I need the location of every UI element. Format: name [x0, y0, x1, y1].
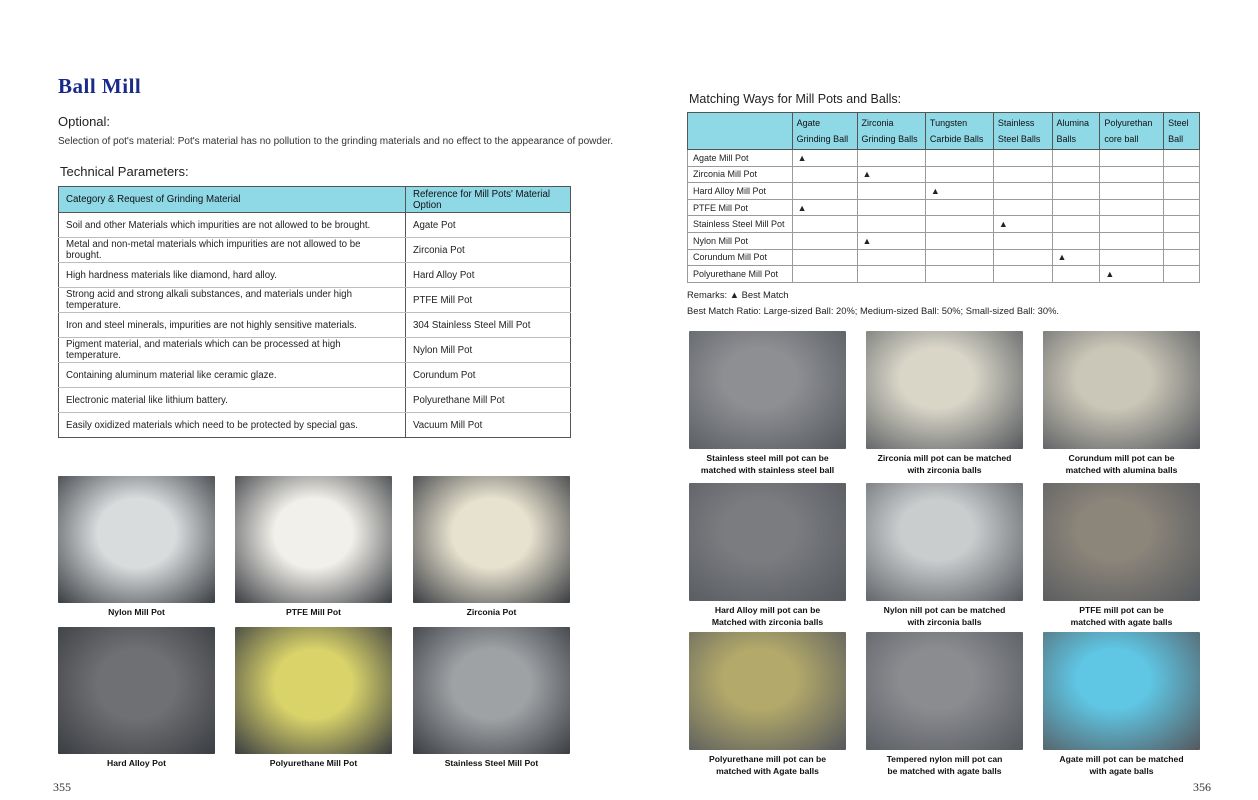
caption-line1: Zirconia mill pot can be matched: [877, 453, 1012, 463]
matching-cell: [925, 216, 993, 233]
matching-photo: [866, 632, 1023, 750]
column-header-line2: Grinding Balls: [861, 134, 918, 144]
column-header-line2: Carbide Balls: [929, 134, 984, 144]
reference-cell: Corundum Pot: [406, 363, 571, 388]
product-photo: [413, 476, 570, 603]
category-cell: Easily oxidized materials which need to be protected by special gas.: [59, 413, 406, 438]
matching-cell: [1052, 232, 1100, 249]
technical-parameters-heading: Technical Parameters:: [60, 164, 189, 179]
matching-header-row: [688, 113, 1200, 150]
matching-cell: [792, 249, 857, 266]
matching-cell: [1164, 183, 1200, 200]
matching-cell: [857, 183, 925, 200]
matching-cell: [792, 166, 857, 183]
matching-cell: [1052, 183, 1100, 200]
column-header-line2: Steel Balls: [997, 134, 1041, 144]
matching-cell: [792, 266, 857, 283]
matching-cell: [1100, 232, 1164, 249]
matching-cell: [1100, 166, 1164, 183]
matching-photo: [689, 331, 846, 449]
column-header-line1: Steel: [1168, 118, 1189, 128]
caption-line1: Agate mill pot can be matched: [1059, 754, 1184, 764]
pot-label-cell: Polyurethane Mill Pot: [688, 266, 793, 283]
reference-cell: Hard Alloy Pot: [406, 263, 571, 288]
caption-line1: Hard Alloy mill pot can be: [714, 605, 821, 615]
pot-label-cell: Zirconia Mill Pot: [688, 166, 793, 183]
category-cell: Containing aluminum material like ceramic glaze.: [59, 363, 406, 388]
matching-cell: [792, 232, 857, 249]
matching-photo-caption: [689, 605, 846, 628]
matching-cell: [993, 199, 1052, 216]
caption-line2: with zirconia balls: [907, 464, 982, 475]
table-header-row: [59, 187, 571, 213]
photo-caption: Hard Alloy Pot: [107, 758, 166, 768]
category-cell: Pigment material, and materials which can be processed at high temperature.: [59, 338, 406, 363]
matching-cell: [925, 199, 993, 216]
matching-cell: [1100, 183, 1164, 200]
reference-cell: Vacuum Mill Pot: [406, 413, 571, 438]
matching-cell: [857, 216, 925, 233]
matching-column-header: [1164, 113, 1200, 150]
column-header-line1: Polyurethan: [1104, 118, 1153, 128]
matching-row: [688, 183, 1200, 200]
matching-photo-caption: [866, 605, 1023, 628]
reference-cell: Polyurethane Mill Pot: [406, 388, 571, 413]
matching-cell: [925, 150, 993, 167]
matching-cell: [925, 232, 993, 249]
matching-row: [688, 216, 1200, 233]
best-match-marker: ▲: [857, 232, 925, 249]
matching-corner-cell: [688, 113, 793, 150]
photo-caption: Zirconia Pot: [466, 607, 517, 617]
table-row: [59, 413, 571, 438]
best-match-marker: ▲: [1052, 249, 1100, 266]
pot-label-cell: Stainless Steel Mill Pot: [688, 216, 793, 233]
best-match-marker: ▲: [1100, 266, 1164, 283]
table-row: [59, 238, 571, 263]
matching-cell: [1100, 199, 1164, 216]
category-cell: High hardness materials like diamond, hard alloy.: [59, 263, 406, 288]
matching-cell: [857, 150, 925, 167]
product-photo: [58, 476, 215, 603]
product-photo: [235, 627, 392, 754]
matching-cell: [1052, 199, 1100, 216]
best-match-ratio-text: Best Match Ratio: Large-sized Ball: 20%; Medium-sized Ball: 50%; Small-sized Ball: 30%.: [687, 305, 1060, 316]
matching-cell: [1052, 166, 1100, 183]
reference-cell: Nylon Mill Pot: [406, 338, 571, 363]
reference-cell: 304 Stainless Steel Mill Pot: [406, 313, 571, 338]
caption-line1: Corundum mill pot can be: [1068, 453, 1175, 463]
matching-heading: Matching Ways for Mill Pots and Balls:: [689, 92, 902, 106]
matching-photo-caption: [866, 754, 1023, 777]
column-header-line1: Alumina: [1056, 118, 1090, 128]
caption-line2: be matched with agate balls: [887, 765, 1002, 776]
caption-line1: Nylon nill pot can be matched: [883, 605, 1006, 615]
matching-cell: [1164, 266, 1200, 283]
table-row: [59, 388, 571, 413]
best-match-marker: ▲: [925, 183, 993, 200]
product-photo: [235, 476, 392, 603]
remarks-text: Remarks: ▲ Best Match: [687, 289, 789, 300]
technical-parameters-table: [58, 186, 571, 438]
column-header-line2: Grinding Ball: [796, 134, 849, 144]
matching-column-header: [792, 113, 857, 150]
matching-photo-caption: [1043, 453, 1200, 476]
table-row: [59, 263, 571, 288]
photo-caption: Nylon Mill Pot: [108, 607, 165, 617]
page-number-right: 356: [1193, 780, 1211, 794]
product-photo: [58, 627, 215, 754]
category-cell: Iron and steel minerals, impurities are not highly sensitive materials.: [59, 313, 406, 338]
matching-row: [688, 166, 1200, 183]
matching-cell: [1164, 199, 1200, 216]
photo-caption: Stainless Steel Mill Pot: [444, 758, 539, 768]
caption-line1: Stainless steel mill pot can be: [706, 453, 829, 463]
matching-photo-caption: [866, 453, 1023, 476]
matching-photo: [689, 632, 846, 750]
matching-column-header: [993, 113, 1052, 150]
matching-cell: [993, 166, 1052, 183]
table-row: [59, 313, 571, 338]
column-header-reference: Reference for Mill Pots' Material Option: [406, 187, 571, 213]
matching-column-header: [1100, 113, 1164, 150]
caption-line2: Matched with zirconia balls: [711, 616, 824, 627]
pot-label-cell: Nylon Mill Pot: [688, 232, 793, 249]
category-cell: Metal and non-metal materials which impurities are not allowed to be brought.: [59, 238, 406, 263]
table-row: [59, 288, 571, 313]
matching-photo: [866, 483, 1023, 601]
best-match-marker: ▲: [857, 166, 925, 183]
caption-line1: Polyurethane mill pot can be: [709, 754, 826, 764]
matching-cell: [857, 199, 925, 216]
table-row: [59, 363, 571, 388]
matching-cell: [857, 249, 925, 266]
matching-photo-caption: [689, 453, 846, 476]
optional-heading: Optional:: [58, 114, 111, 129]
matching-cell: [993, 183, 1052, 200]
matching-table: [687, 112, 1200, 283]
photo-caption: PTFE Mill Pot: [286, 607, 341, 617]
matching-cell: [1164, 232, 1200, 249]
matching-cell: [1052, 150, 1100, 167]
matching-photo: [1043, 331, 1200, 449]
matching-cell: [1100, 216, 1164, 233]
matching-cell: [1164, 249, 1200, 266]
column-header-line1: Agate: [796, 118, 821, 128]
caption-line1: Tempered nylon mill pot can: [886, 754, 1003, 764]
matching-cell: [1164, 166, 1200, 183]
reference-cell: Zirconia Pot: [406, 238, 571, 263]
matching-cell: [993, 266, 1052, 283]
matching-row: [688, 232, 1200, 249]
matching-row: [688, 249, 1200, 266]
table-row: [59, 213, 571, 238]
product-photo: [413, 627, 570, 754]
pot-label-cell: PTFE Mill Pot: [688, 199, 793, 216]
optional-description: Selection of pot's material: Pot's material has no pollution to the grinding materials and no effect to the appearance of powder.: [58, 136, 614, 147]
matching-cell: [1164, 216, 1200, 233]
column-header-line1: Tungsten: [929, 118, 968, 128]
best-match-marker: ▲: [993, 216, 1052, 233]
caption-line2: matched with stainless steel ball: [700, 464, 835, 475]
caption-line2: with zirconia balls: [907, 616, 982, 627]
pot-label-cell: Agate Mill Pot: [688, 150, 793, 167]
column-header-category: Category & Request of Grinding Material: [59, 187, 406, 213]
caption-line2: matched with agate balls: [1070, 616, 1173, 627]
photo-caption: Polyurethane Mill Pot: [269, 758, 358, 768]
matching-cell: [925, 266, 993, 283]
matching-cell: [1164, 150, 1200, 167]
matching-column-header: [857, 113, 925, 150]
caption-line1: PTFE mill pot can be: [1079, 605, 1164, 615]
column-header-line2: Ball: [1168, 134, 1184, 144]
matching-cell: [925, 249, 993, 266]
matching-photo-caption: [689, 754, 846, 777]
matching-cell: [857, 266, 925, 283]
category-cell: Soil and other Materials which impurities are not allowed to be brought.: [59, 213, 406, 238]
caption-line2: matched with Agate balls: [716, 765, 819, 776]
best-match-marker: ▲: [792, 199, 857, 216]
matching-photo: [1043, 483, 1200, 601]
matching-cell: [792, 183, 857, 200]
matching-photo: [689, 483, 846, 601]
matching-cell: [1052, 266, 1100, 283]
column-header-line1: Zirconia: [861, 118, 894, 128]
reference-cell: Agate Pot: [406, 213, 571, 238]
best-match-marker: ▲: [792, 150, 857, 167]
matching-cell: [1100, 150, 1164, 167]
matching-cell: [1052, 216, 1100, 233]
matching-cell: [792, 216, 857, 233]
matching-row: [688, 266, 1200, 283]
matching-photo-caption: [1043, 605, 1200, 628]
matching-row: [688, 199, 1200, 216]
caption-line2: with agate balls: [1089, 765, 1154, 776]
matching-cell: [925, 166, 993, 183]
pot-label-cell: Hard Alloy Mill Pot: [688, 183, 793, 200]
table-row: [59, 338, 571, 363]
category-cell: Electronic material like lithium battery.: [59, 388, 406, 413]
caption-line2: matched with alumina balls: [1065, 464, 1178, 475]
page-title: Ball Mill: [58, 74, 142, 98]
page-number-left: 355: [53, 780, 71, 794]
matching-cell: [993, 232, 1052, 249]
matching-photo: [866, 331, 1023, 449]
matching-cell: [1100, 249, 1164, 266]
matching-column-header: [1052, 113, 1100, 150]
pot-label-cell: Corundum Mill Pot: [688, 249, 793, 266]
column-header-line2: Balls: [1056, 134, 1077, 144]
column-header-line1: Stainless: [997, 118, 1035, 128]
matching-photo-caption: [1043, 754, 1200, 777]
column-header-line2: core ball: [1104, 134, 1139, 144]
matching-column-header: [925, 113, 993, 150]
category-cell: Strong acid and strong alkali substances, and materials under high temperature.: [59, 288, 406, 313]
matching-cell: [993, 150, 1052, 167]
matching-cell: [993, 249, 1052, 266]
reference-cell: PTFE Mill Pot: [406, 288, 571, 313]
matching-photo: [1043, 632, 1200, 750]
matching-row: [688, 150, 1200, 167]
